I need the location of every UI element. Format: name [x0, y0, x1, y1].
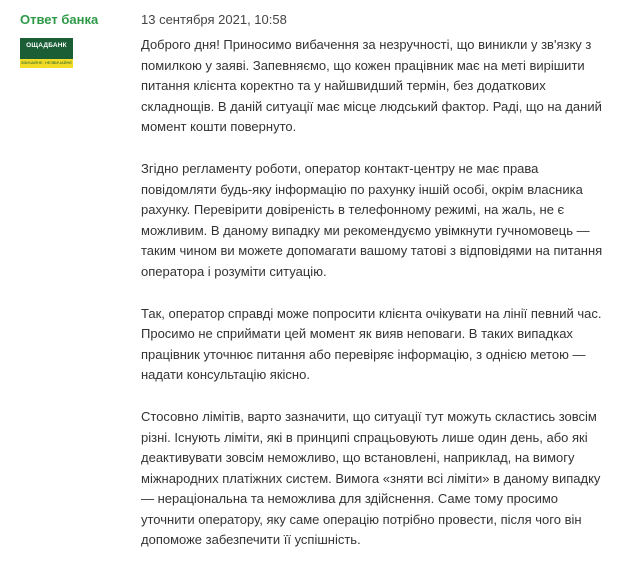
reply-author: Ответ банка [20, 12, 99, 27]
reply-paragraph: Згідно регламенту роботи, оператор контакт-центру не має права повідомляти будь-яку інформацію по рахунку іншій особі, окрім власника рахунку. Перевірити довіреність в телефонному режимі, на жаль, не є можливим. В даному випадку ми рекомендуємо увімкнути гучномовець — таким чином ви можете допомагати вашому татові з відповідями на питання оператора і розуміти ситуацію. [141, 160, 603, 279]
reply-date: 13 сентября 2021, 10:58 [141, 12, 287, 27]
reply-body [141, 35, 607, 572]
logo-slogan: ЗВИЧАЙНЕ, НЕЗВИЧАЙНЕ [20, 60, 73, 65]
logo-stripe [20, 59, 73, 68]
reply-paragraph: Так, оператор справді може попросити клієнта очікувати на лінії певний час. Просимо не сприймати цей момент як вияв неповаги. В таких випадках працівник уточнює питання або перевіряє інформацію, з однією метою — надати консультацію якісно. [141, 305, 602, 383]
oschadbank-logo [20, 38, 73, 68]
logo-name: ОЩАДБАНК [26, 42, 67, 49]
reply-paragraph: Стосовно лімітів, варто зазначити, що ситуації тут можуть скластись зовсім різні. Існують ліміти, які в принципі спрацьовують лише один день, або які деактивувати зовсім неможливо, що встановлені, наприклад, на вимогу міжнародних платіжних систем. Вимога «зняти всі ліміти» в даному випадку — нераціональна та неможлива для здійснення. Саме тому просимо уточнити оператору, яку саме операцію потрібно провести, після чого він допоможе забезпечити її успішність. [141, 408, 601, 548]
reply-paragraph: Доброго дня! Приносимо вибачення за незручності, що виникли у зв'язку з помилкою у заяві. Запевняємо, що кожен працівник має на меті вирішити питання клієнта коректно та у найшвидший термін, без додаткових складнощів. В даній ситуації має місце людський фактор. Раді, що на даний момент кошти повернуто. [141, 37, 602, 135]
